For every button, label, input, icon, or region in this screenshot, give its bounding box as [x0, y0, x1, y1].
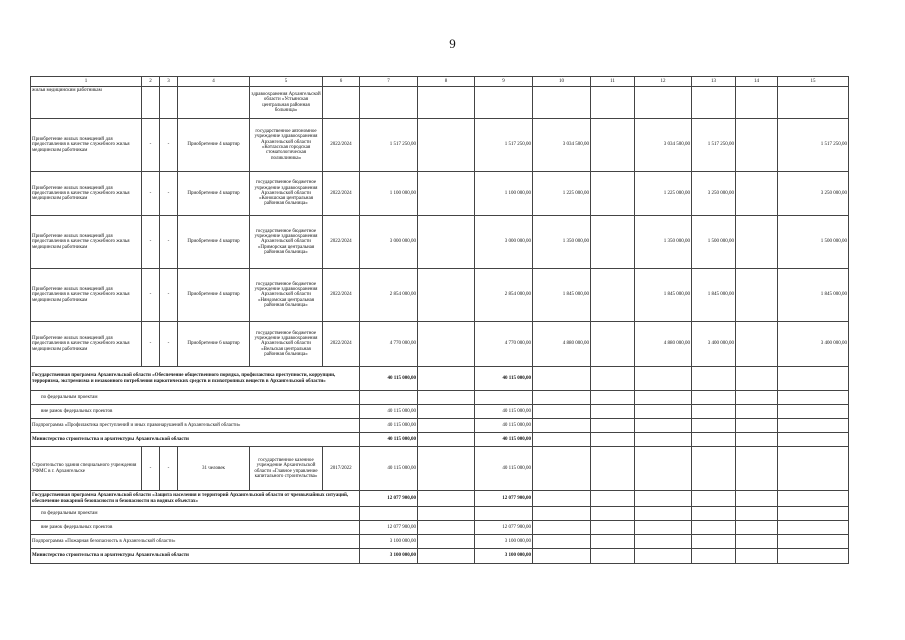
header-cell: 12: [635, 77, 692, 87]
row-c3: -: [160, 447, 178, 491]
outside-c7: 40 115 000,00: [360, 405, 418, 419]
subtotal-row: [31, 521, 849, 535]
row-c11: [591, 216, 635, 269]
row-c3: [160, 87, 178, 119]
header-cell: 8: [418, 77, 475, 87]
row-org: здравоохранения Архангельской области «Устьянская центральная районная больница»: [250, 87, 323, 119]
row-name: Приобретение жилых помещений для предоставления в качестве служебного жилья медицинским работникам: [31, 172, 142, 216]
row-c7: 3 000 000,00: [360, 216, 418, 269]
row-c10: 1 350 000,00: [533, 216, 591, 269]
row-c3: -: [160, 119, 178, 172]
row-c9: 40 115 000,00: [475, 447, 533, 491]
row-c9: 4 770 000,00: [475, 322, 533, 367]
program-c9: 12 077 900,00: [475, 491, 533, 507]
row-c11: [591, 322, 635, 367]
row-org: государственное бюджетное учреждение здравоохранения Архангельской области «Коношская центральная районная больница»: [250, 172, 323, 216]
row-period: [323, 87, 360, 119]
ministry-label: Министерство строительства и архитектуры Архангельской области: [31, 433, 360, 447]
row-period: 2017/2022: [323, 447, 360, 491]
header-cell: 15: [778, 77, 849, 87]
row-c7: 1 517 250,00: [360, 119, 418, 172]
row-name: Приобретение жилых помещений для предоставления в качестве служебного жилья медицинским работникам: [31, 322, 142, 367]
row-c3: -: [160, 269, 178, 322]
program-row: [31, 367, 849, 391]
row-c7: 4 770 000,00: [360, 322, 418, 367]
row-c13: 3 250 000,00: [692, 172, 736, 216]
table-row: [31, 447, 849, 491]
subprogram-row: [31, 419, 849, 433]
row-c12: 1 845 000,00: [635, 269, 692, 322]
row-c11: [591, 172, 635, 216]
row-c12: [635, 87, 692, 119]
outside-c7: 12 077 900,00: [360, 521, 418, 535]
row-c15: 1 517 250,00: [778, 119, 849, 172]
page-number: 9: [449, 36, 456, 51]
header-cell: 7: [360, 77, 418, 87]
row-c15: 1 845 000,00: [778, 269, 849, 322]
row-c13: 1 500 000,00: [692, 216, 736, 269]
row-c14: [736, 172, 778, 216]
outside-label: вне рамок федеральных проектов: [31, 405, 360, 419]
subprogram-label: Подпрограмма «Профилактика преступлений и иных правонарушений в Архангельской области»: [31, 419, 360, 433]
row-c9: 1 100 000,00: [475, 172, 533, 216]
program-c7: 12 077 900,00: [360, 491, 418, 507]
outside-label: вне рамок федеральных проектов: [31, 521, 360, 535]
header-cell: 5: [250, 77, 323, 87]
row-c15: 3 250 000,00: [778, 172, 849, 216]
row-org: государственное бюджетное учреждение здравоохранения Архангельской области «Приморская центральная районная больница»: [250, 216, 323, 269]
subprogram-c7: 3 100 000,00: [360, 535, 418, 549]
row-result: Приобретение 4 квартир: [178, 119, 250, 172]
row-c10: 4 880 000,00: [533, 322, 591, 367]
table-row: [31, 269, 849, 322]
row-c9: [475, 87, 533, 119]
subtotal-row: [31, 405, 849, 419]
row-c7: 2 854 000,00: [360, 269, 418, 322]
row-name: жилья медицинским работникам: [31, 87, 142, 119]
program-title: Государственная программа Архангельской области «Обеспечение общественного порядка, профилактика преступности, коррупции, терроризма, экстремизма и незаконного потребления наркотических средств и психотропных веществ в Архангельской области»: [31, 367, 360, 391]
row-c8: [418, 87, 475, 119]
row-c2: -: [142, 269, 160, 322]
row-period: 2022/2024: [323, 322, 360, 367]
row-c14: [736, 87, 778, 119]
subtotal-row: [31, 507, 849, 521]
row-c12: 3 034 500,00: [635, 119, 692, 172]
row-c3: -: [160, 216, 178, 269]
row-result: Приобретение 6 квартир: [178, 322, 250, 367]
row-name: Приобретение жилых помещений для предоставления в качестве служебного жилья медицинским работникам: [31, 119, 142, 172]
subprogram-row: [31, 535, 849, 549]
ministry-c7: 40 115 000,00: [360, 433, 418, 447]
table-row: [31, 322, 849, 367]
row-c7: 1 100 000,00: [360, 172, 418, 216]
row-c2: -: [142, 216, 160, 269]
row-result: Приобретение 4 квартир: [178, 269, 250, 322]
header-cell: 10: [533, 77, 591, 87]
row-result: Приобретение 4 квартир: [178, 172, 250, 216]
investment-table: [30, 76, 849, 564]
row-c2: -: [142, 322, 160, 367]
header-cell: 4: [178, 77, 250, 87]
row-org: государственное бюджетное учреждение здравоохранения Архангельской области «Няндомская центральная районная больница»: [250, 269, 323, 322]
header-cell: 1: [31, 77, 142, 87]
row-c10: 1 845 000,00: [533, 269, 591, 322]
row-c8: [418, 216, 475, 269]
header-cell: 3: [160, 77, 178, 87]
row-c9: 1 517 250,00: [475, 119, 533, 172]
row-name: Приобретение жилых помещений для предоставления в качестве служебного жилья медицинским работникам: [31, 216, 142, 269]
program-title: Государственная программа Архангельской области «Защита населения и территорий Архангельской области от чрезвычайных ситуаций, обеспечение пожарной безопасности и безопасности на водных объектах»: [31, 491, 360, 507]
program-c7: 40 115 000,00: [360, 367, 418, 391]
row-c12: 4 880 000,00: [635, 322, 692, 367]
row-result: Приобретение 4 квартир: [178, 216, 250, 269]
row-c9: 2 854 000,00: [475, 269, 533, 322]
row-c2: -: [142, 172, 160, 216]
ministry-c7: 3 100 000,00: [360, 549, 418, 564]
subprogram-label: Подпрограмма «Пожарная безопасность в Архангельской области»: [31, 535, 360, 549]
row-c14: [736, 269, 778, 322]
row-c3: -: [160, 172, 178, 216]
row-c10: 3 034 500,00: [533, 119, 591, 172]
row-c14: [736, 322, 778, 367]
row-period: 2022/2024: [323, 216, 360, 269]
row-result: [178, 87, 250, 119]
ministry-label: Министерство строительства и архитектуры Архангельской области: [31, 549, 360, 564]
federal-c9: [475, 507, 533, 521]
row-c12: 1 350 000,00: [635, 216, 692, 269]
table-row: [31, 216, 849, 269]
header-cell: 9: [475, 77, 533, 87]
row-c9: 3 000 000,00: [475, 216, 533, 269]
row-period: 2022/2024: [323, 119, 360, 172]
row-c8: [418, 172, 475, 216]
row-c13: [692, 87, 736, 119]
ministry-row: [31, 549, 849, 564]
federal-label: по федеральным проектам: [31, 507, 360, 521]
row-c11: [591, 269, 635, 322]
row-c8: [418, 119, 475, 172]
row-name: Строительство здания специального учреждения УФМС в г. Архангельске: [31, 447, 142, 491]
row-result: 31 человек: [178, 447, 250, 491]
row-c15: 1 500 000,00: [778, 216, 849, 269]
row-c14: [736, 119, 778, 172]
row-c10: [533, 87, 591, 119]
table-row: [31, 119, 849, 172]
row-c15: [778, 87, 849, 119]
row-org: государственное автономное учреждение здравоохранения Архангельской области «Котласская городская стоматологическая поликлиника»: [250, 119, 323, 172]
row-c11: [591, 119, 635, 172]
row-c2: [142, 87, 160, 119]
subprogram-c7: 40 115 000,00: [360, 419, 418, 433]
federal-c9: [475, 391, 533, 405]
row-c11: [591, 87, 635, 119]
row-c3: -: [160, 322, 178, 367]
federal-label: по федеральным проектам: [31, 391, 360, 405]
row-c14: [736, 216, 778, 269]
row-c10: 1 225 000,00: [533, 172, 591, 216]
federal-c7: [360, 391, 418, 405]
header-row: [31, 77, 849, 87]
row-c7: 40 115 000,00: [360, 447, 418, 491]
row-c2: -: [142, 119, 160, 172]
row-c13: 3 400 000,00: [692, 322, 736, 367]
subprogram-c9: 40 115 000,00: [475, 419, 533, 433]
row-org: государственное казенное учреждение Архангельской области «Главное управление капитального строительства»: [250, 447, 323, 491]
ministry-row: [31, 433, 849, 447]
table-row: [31, 172, 849, 216]
row-c8: [418, 269, 475, 322]
header-cell: 14: [736, 77, 778, 87]
row-period: 2022/2024: [323, 172, 360, 216]
row-org: государственное бюджетное учреждение здравоохранения Архангельской области «Вельская центральная районная больница»: [250, 322, 323, 367]
header-cell: 11: [591, 77, 635, 87]
outside-c9: 40 115 000,00: [475, 405, 533, 419]
subtotal-row: [31, 391, 849, 405]
row-c13: 1 845 000,00: [692, 269, 736, 322]
program-c9: 40 115 000,00: [475, 367, 533, 391]
row-c2: -: [142, 447, 160, 491]
row-c15: 3 400 000,00: [778, 322, 849, 367]
row-c12: 1 225 000,00: [635, 172, 692, 216]
row-name: Приобретение жилых помещений для предоставления в качестве служебного жилья медицинским работникам: [31, 269, 142, 322]
table-row: [31, 87, 849, 119]
program-row: [31, 491, 849, 507]
outside-c9: 12 077 900,00: [475, 521, 533, 535]
header-cell: 13: [692, 77, 736, 87]
row-c7: [360, 87, 418, 119]
ministry-c9: 3 100 000,00: [475, 549, 533, 564]
federal-c7: [360, 507, 418, 521]
row-c13: 1 517 250,00: [692, 119, 736, 172]
row-c8: [418, 322, 475, 367]
row-period: 2022/2024: [323, 269, 360, 322]
ministry-c9: 40 115 000,00: [475, 433, 533, 447]
header-cell: 2: [142, 77, 160, 87]
subprogram-c9: 3 100 000,00: [475, 535, 533, 549]
header-cell: 6: [323, 77, 360, 87]
